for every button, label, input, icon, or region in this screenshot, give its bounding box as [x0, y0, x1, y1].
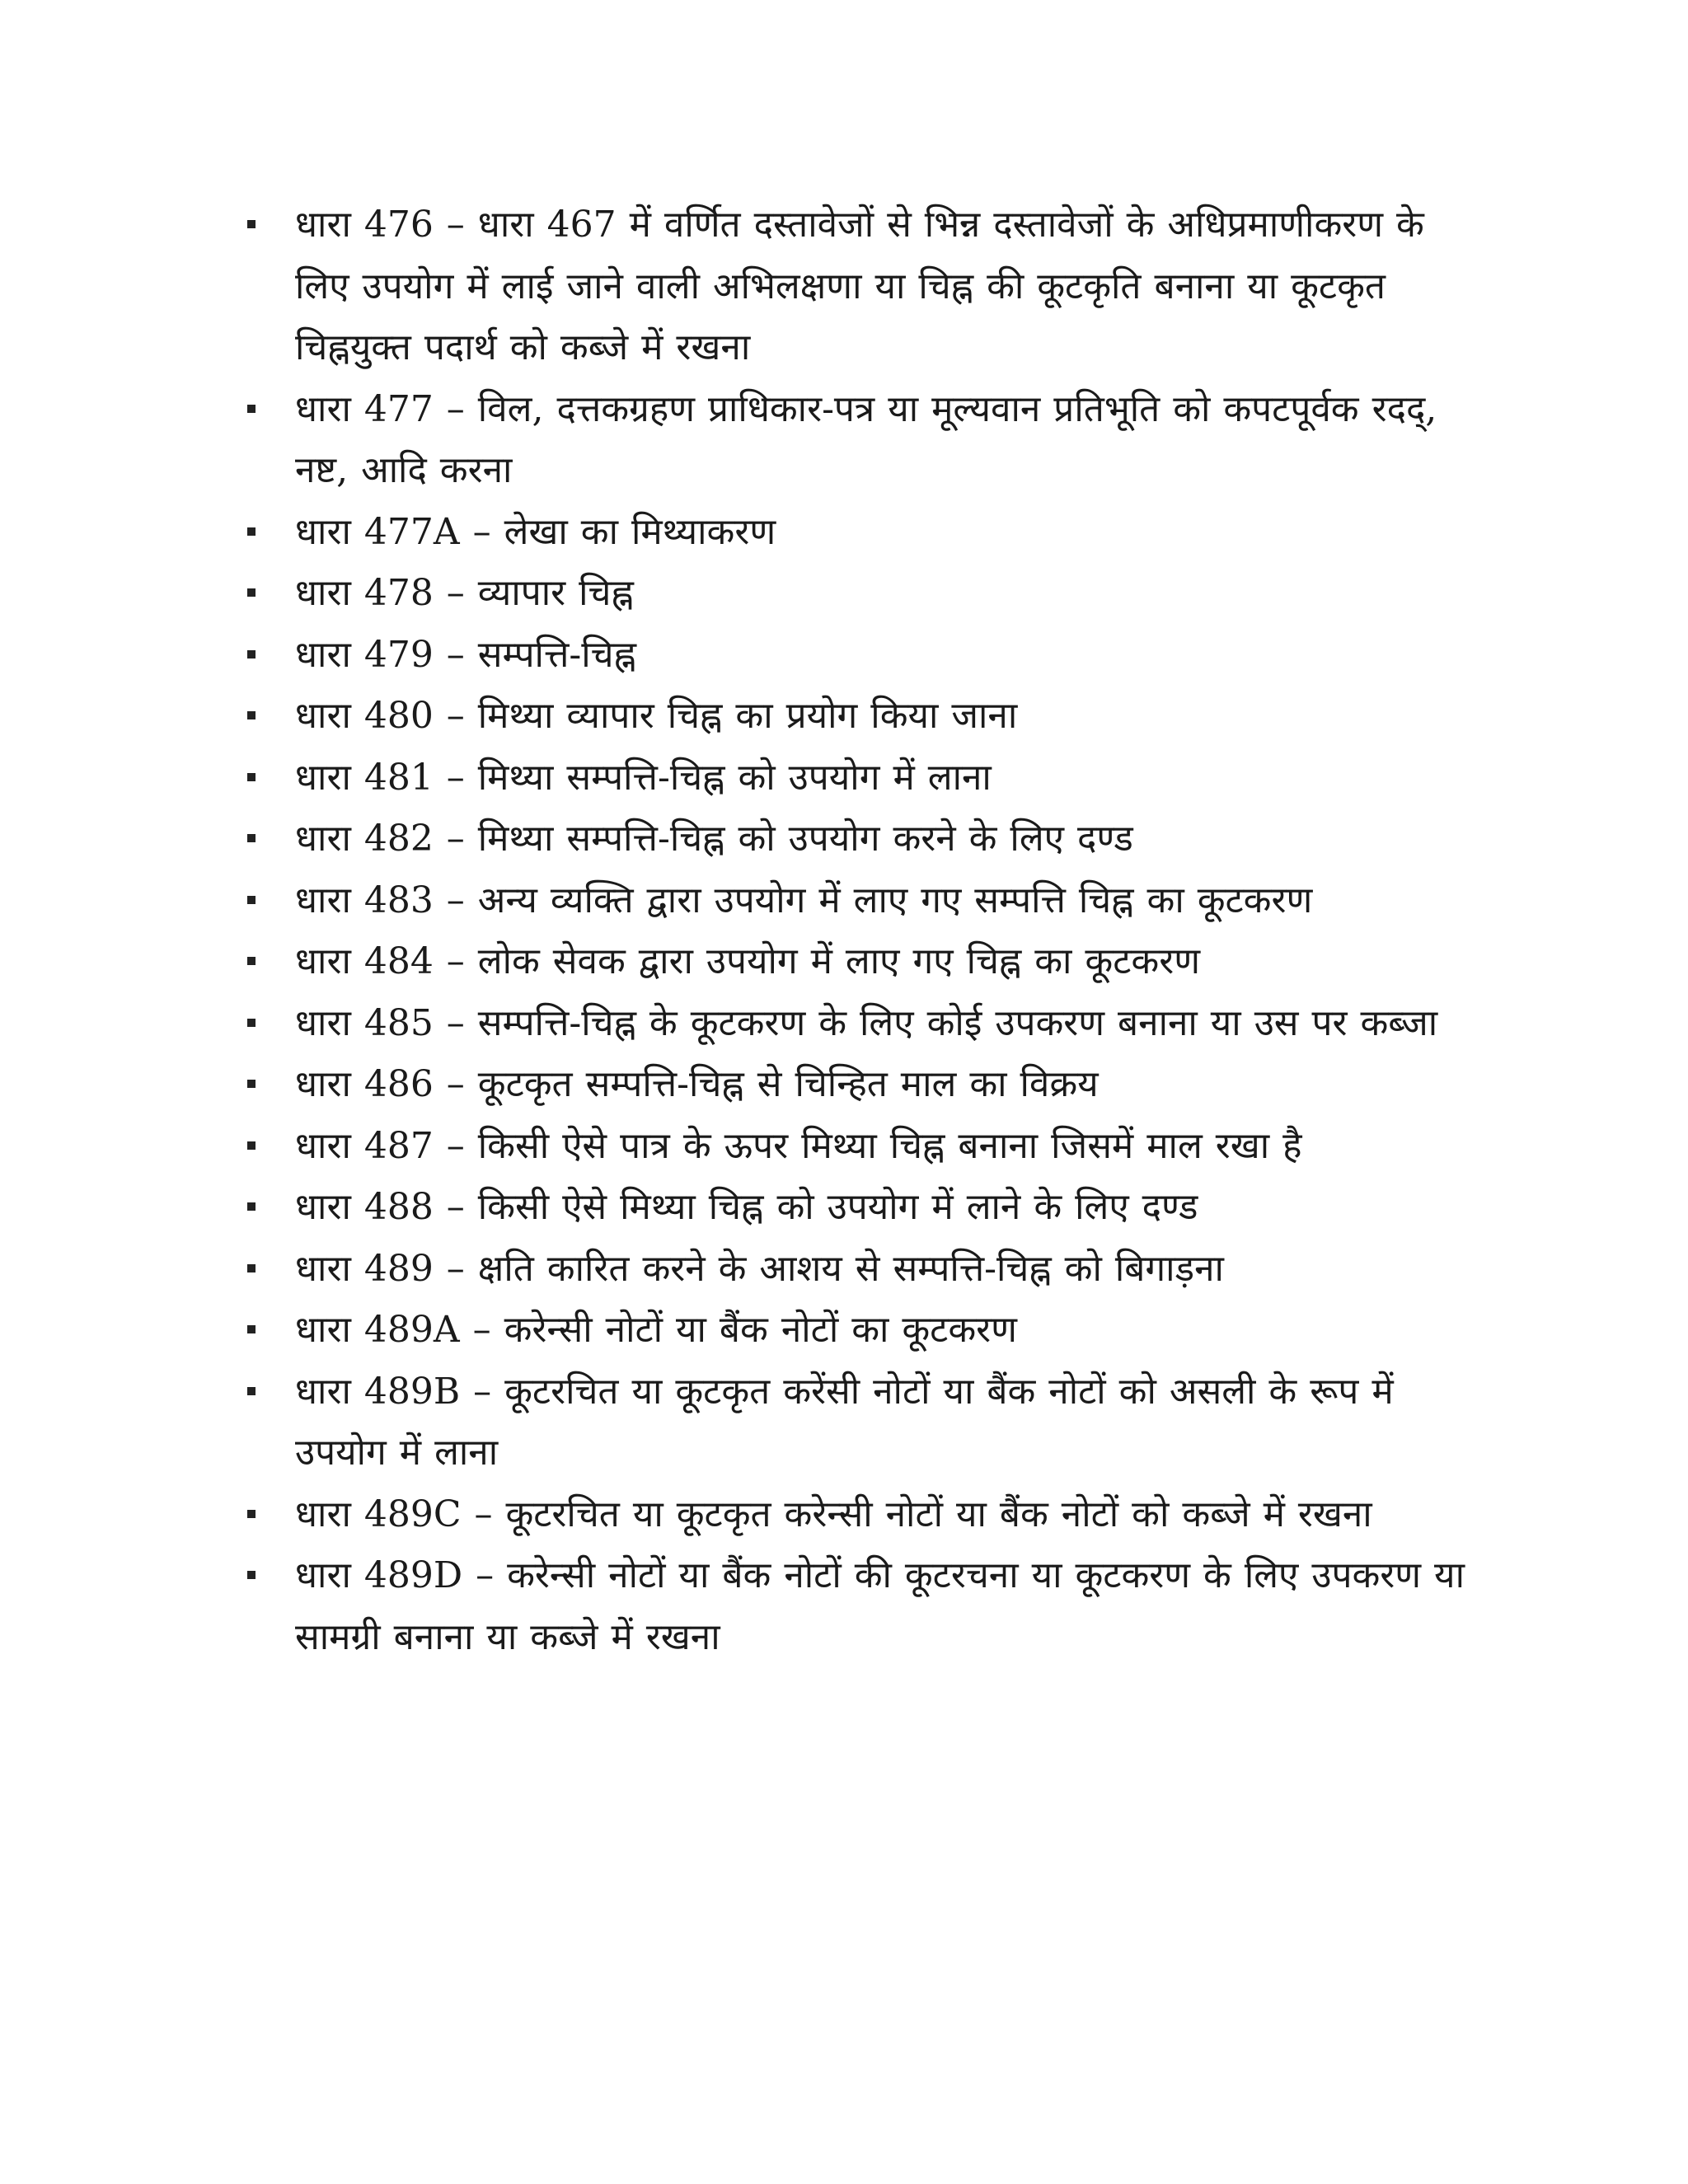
bullet-icon [247, 1510, 256, 1518]
section-text: धारा 483 – अन्य व्यक्ति द्वारा उपयोग में लाए गए सम्पत्ति चिह्न का कूटकरण [295, 879, 1313, 921]
section-text: धारा 487 – किसी ऐसे पात्र के ऊपर मिथ्या चिह्न बनाना जिसमें माल रखा है [295, 1124, 1302, 1167]
list-item [247, 748, 1484, 809]
list-item [247, 625, 1484, 687]
list-item [247, 870, 1484, 932]
bullet-icon [247, 773, 256, 781]
section-text: धारा 476 – धारा 467 में वर्णित दस्तावेजों से भिन्न दस्तावेजों के अधिप्रमाणीकरण के लिए उपयोग में लाई जाने वाली अभिलक्षणा या चिह्न की कूटकृति बनाना या कूटकृत चिह्नयुक्त पदार्थ को कब्जे में रखना [295, 204, 1424, 368]
list-item [247, 194, 1484, 379]
bullet-icon [247, 405, 256, 413]
bullet-icon [247, 1571, 256, 1579]
bullet-icon [247, 527, 256, 536]
section-text: धारा 488 – किसी ऐसे मिथ्या चिह्न को उपयोग में लाने के लिए दण्ड [295, 1186, 1198, 1228]
bullet-icon [247, 1325, 256, 1333]
list-item [247, 993, 1484, 1055]
section-text: धारा 484 – लोक सेवक द्वारा उपयोग में लाए गए चिह्न का कूटकरण [295, 940, 1201, 982]
bullet-icon [247, 220, 256, 228]
list-item [247, 1177, 1484, 1239]
list-item [247, 502, 1484, 564]
bullet-icon [247, 834, 256, 842]
bullet-icon [247, 1264, 256, 1272]
bullet-icon [247, 711, 256, 719]
list-item [247, 808, 1484, 870]
bullet-icon [247, 650, 256, 658]
section-text: धारा 489A – करेन्सी नोटों या बैंक नोटों का कूटकरण [295, 1309, 1017, 1351]
section-text: धारा 486 – कूटकृत सम्पत्ति-चिह्न से चिन्हित माल का विक्रय [295, 1063, 1099, 1105]
bullet-icon [247, 588, 256, 597]
list-item [247, 1545, 1484, 1668]
section-text: धारा 489B – कूटरचित या कूटकृत करेंसी नोटों या बैंक नोटों को असली के रूप में उपयोग में लाना [295, 1370, 1394, 1474]
list-item [247, 931, 1484, 993]
bullet-icon [247, 896, 256, 904]
section-text: धारा 485 – सम्पत्ति-चिह्न के कूटकरण के लिए कोई उपकरण बनाना या उस पर कब्जा [295, 1001, 1438, 1044]
list-item [247, 1054, 1484, 1116]
section-text: धारा 482 – मिथ्या सम्पत्ति-चिह्न को उपयोग करने के लिए दण्ड [295, 818, 1133, 860]
bullet-icon [247, 1202, 256, 1211]
list-item [247, 686, 1484, 748]
bullet-icon [247, 1141, 256, 1150]
list-item [247, 379, 1484, 502]
section-text: धारा 479 – सम्पत्ति-चिह्न [295, 633, 636, 676]
section-list [247, 194, 1484, 1668]
list-item [247, 1300, 1484, 1361]
section-text: धारा 489C – कूटरचित या कूटकृत करेन्सी नोटों या बैंक नोटों को कब्जे में रखना [295, 1493, 1372, 1535]
list-item [247, 1116, 1484, 1178]
list-item [247, 563, 1484, 625]
section-text: धारा 477A – लेखा का मिथ्याकरण [295, 510, 776, 553]
bullet-icon [247, 1019, 256, 1027]
bullet-icon [247, 1080, 256, 1088]
section-text: धारा 477 – विल, दत्तकग्रहण प्राधिकार-पत्र या मूल्यवान प्रतिभूति को कपटपूर्वक रदद्, नष्ट, आदि करना [295, 387, 1437, 491]
list-item [247, 1361, 1484, 1484]
section-text: धारा 489D – करेन्सी नोटों या बैंक नोटों की कूटरचना या कूटकरण के लिए उपकरण या सामग्री बनाना या कब्जे में रखना [295, 1554, 1465, 1658]
list-item [247, 1484, 1484, 1546]
section-text: धारा 481 – मिथ्या सम्पत्ति-चिह्न को उपयोग में लाना [295, 756, 992, 799]
bullet-icon [247, 957, 256, 965]
section-text: धारा 478 – व्यापार चिह्न [295, 572, 634, 614]
bullet-icon [247, 1387, 256, 1395]
section-text: धारा 489 – क्षति कारित करने के आशय से सम्पत्ति-चिह्न को बिगाड़ना [295, 1247, 1224, 1290]
list-item [247, 1239, 1484, 1301]
section-text: धारा 480 – मिथ्या व्यापार चिह्न का प्रयोग किया जाना [295, 695, 1018, 737]
